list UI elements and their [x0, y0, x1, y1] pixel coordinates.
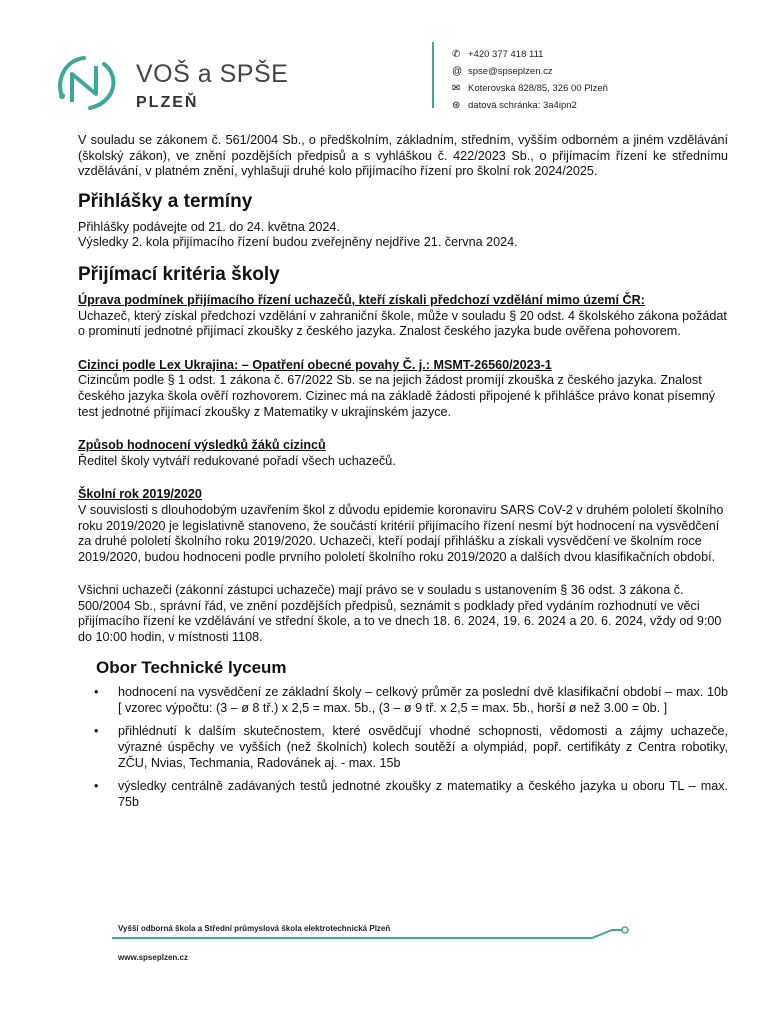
- list-item: [94, 779, 728, 810]
- school-logo-icon: [54, 52, 124, 112]
- mailbox-icon: ⊛: [452, 100, 461, 111]
- obor-heading: Obor Technické lyceum: [96, 657, 287, 677]
- section-title-lex-ukrajina: Cizinci podle Lex Ukrajina: – Opatření obecné povahy Č. j.: MSMT-26560/2023-1: [78, 357, 552, 372]
- criteria-heading: Přijímací kritéria školy: [78, 263, 280, 285]
- rights-paragraph: Všichni uchazeči (zákonní zástupci uchazeče) mají právo se v souladu s ustanovením § 36 odst. 3 zákona č. 500/2004 Sb., správní řád, ve znění pozdějších předpisů, seznámit s podklady před vydáním rozhodnutí ve věci přijímacího řízení ke vzdělávání ve střední škole, a to ve dnech 18. 6. 2024, 19. 6. 2024 a 20. 6. 2024, vždy od 9:00 do 10:00 hodin, v místnosti 1108.: [78, 583, 722, 645]
- footer-school-name: Vyšší odborná škola a Střední průmyslová škola elektrotechnická Plzeň: [118, 924, 391, 933]
- envelope-icon: ✉: [452, 83, 461, 94]
- at-icon: @: [452, 66, 463, 77]
- contact-databox: [452, 97, 608, 114]
- bullet-icon: •: [94, 779, 99, 794]
- contact-text: spse@spseplzen.cz: [468, 66, 553, 77]
- section-title-evaluation: Způsob hodnocení výsledků žáků cizinců: [78, 438, 326, 453]
- phone-icon: ✆: [452, 49, 461, 60]
- list-item-text: výsledky centrálně zadávaných testů jednotné zkoušky z matematiky a českého jazyka u oboru TL – max. 75b: [118, 779, 728, 809]
- contact-text: Koterovská 828/85, 326 00 Plzeň: [468, 83, 608, 94]
- section-text-evaluation: Ředitel školy vytváří redukované pořadí všech uchazečů.: [78, 453, 396, 468]
- list-item: [94, 685, 728, 716]
- applications-line: Přihlášky podávejte od 21. do 24. května 2024.: [78, 219, 340, 234]
- section-title-school-year: Školní rok 2019/2020: [78, 487, 202, 502]
- header-divider: [432, 42, 434, 108]
- section-text-lex-ukrajina: Cizincům podle § 1 odst. 1 zákona č. 67/2022 Sb. se na jejich žádost promíjí zkouška z českého jazyka. Znalost českého jazyka škola ověří rozhovorem. Cizinec má na základě žádosti připojené k přihlášce právo konat písemný test jednotné přijímací zkoušky z Matematiky v ukrajinském jazyce.: [78, 373, 715, 419]
- contact-phone: [452, 46, 608, 63]
- list-item-text: hodnocení na vysvědčení ze základní školy – celkový průměr za poslední dvě klasifikační období – max. 10b [ vzorec výpočtu: (3 – ø 8 tř.) x 2,5 = max. 5b., (3 – ø 9 tř. x 2,5 = max. 5b., horší ø než 3.00 = 0b. ]: [118, 685, 728, 715]
- applications-heading: Přihlášky a termíny: [78, 190, 253, 212]
- bullet-icon: •: [94, 685, 99, 700]
- section-text-school-year: V souvislosti s dlouhodobým uzavřením škol z důvodu epidemie koronaviru SARS CoV-2 v druhém pololetí školního roku 2019/2020 je legislativně stanoveno, že součástí kritérií přijímacího řízení nesmí být hodnocení na vysvědčení za druhé pololetí školního roku 2019/2020. Uchazeči, kteří podají přihlášku a získali vysvědčení ve školním roce 2019/2020, budou hodnoceni podle prvního pololetí školního roku 2019/2020 a dalších dvou klasifikačních období.: [78, 502, 724, 564]
- contact-block: [452, 46, 608, 114]
- list-item-text: přihlédnutí k dalším skutečnostem, které osvědčují vhodné schopnosti, vědomosti a zájmy uchazeče, výrazné úspěchy ve vyšších (než školních) kolech soutěží a olympiád, popř. certifikáty z Centra robotiky, ZČU, Nvias, Techmania, Radovánek aj. - max. 15b: [118, 724, 728, 770]
- obor-criteria-list: [78, 685, 728, 810]
- footer-website-link[interactable]: www.spseplzen.cz: [118, 953, 188, 962]
- section-text-foreign-education: Uchazeč, který získal předchozí vzdělání v zahraniční škole, může v souladu § 20 odst. 4 školského zákona požádat o prominutí jednotné přijímací zkoušky z českého jazyka. Znalost českého jazyka bude ověřena pohovorem.: [78, 308, 727, 339]
- school-name: VOŠ a SPŠE: [136, 60, 289, 88]
- school-city: PLZEŇ: [136, 94, 199, 111]
- contact-text: +420 377 418 111: [468, 49, 544, 60]
- section-title-foreign-education: Úprava podmínek přijímacího řízení uchazečů, kteří získali předchozí vzdělání mimo území ČR:: [78, 292, 645, 307]
- contact-address: [452, 80, 608, 97]
- intro-paragraph: V souladu se zákonem č. 561/2004 Sb., o předškolním, základním, středním, vyšším odborném a jiném vzdělávání (školský zákon), ve znění pozdějších předpisů a s vyhláškou č. 422/2023 Sb., o přijímacím řízení ke střednímu vzdělávání, v platném znění, vyhlašuji druhé kolo přijímacího řízení pro školní rok 2024/2025.: [78, 133, 728, 179]
- main-content: [78, 133, 728, 818]
- bullet-icon: •: [94, 724, 99, 739]
- list-item: [94, 724, 728, 771]
- contact-email: [452, 63, 608, 80]
- results-line: Výsledky 2. kola přijímacího řízení budou zveřejněny nejdříve 21. června 2024.: [78, 235, 518, 250]
- contact-text: datová schránka: 3a4ipn2: [468, 100, 577, 111]
